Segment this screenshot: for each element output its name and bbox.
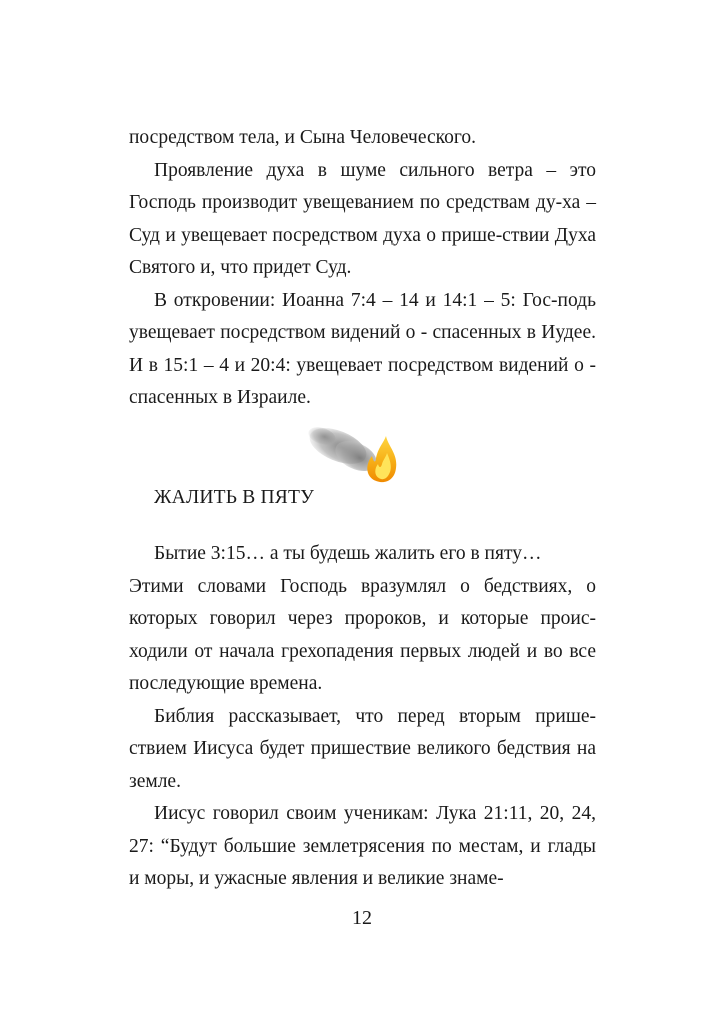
paragraph: Бытие 3:15… а ты будешь жалить его в пяту… [154,543,542,564]
paragraph: Этими словами Господь вразумлял о бедствиях, о которых говорил через пророков, и которые проис-ходили от начала грехопадения первых людей и во все последующие времена. [129,575,596,694]
paragraph: В откровении: Иоанна 7:4 – 14 и 14:1 – 5: Гос-подь увещевает посредством видений о - спасенных в Иудее. И в 15:1 – 4 и 20:4: увещевает посредством видений о - спасенных в Израиле. [129,289,596,408]
paragraph: Библия рассказывает, что перед вторым прише-ствием Иисуса будет пришествие великого бедствия на земле. [129,705,596,792]
paragraph: Иисус говорил своим ученикам: Лука 21:11, 20, 24, 27: “Будут большие землетрясения по местам, и глады и моры, и ужасные явления и великие знаме- [129,803,596,889]
page-number: 12 [352,907,372,929]
flame-with-smoke-icon [308,424,400,486]
flame [367,436,396,482]
paragraph: Проявление духа в шуме сильного ветра – это Господь производит увещеванием по средствам ду-ха – Суд и увещевает посредством духа о прише-ствии Духа Святого и, что придет Суд. [129,159,596,278]
text-block-top [129,122,596,415]
paragraph: посредством тела, и Сына Человеческого. [129,127,476,148]
section-heading: ЖАЛИТЬ В ПЯТУ [154,487,315,508]
text-block-bottom [129,538,596,896]
